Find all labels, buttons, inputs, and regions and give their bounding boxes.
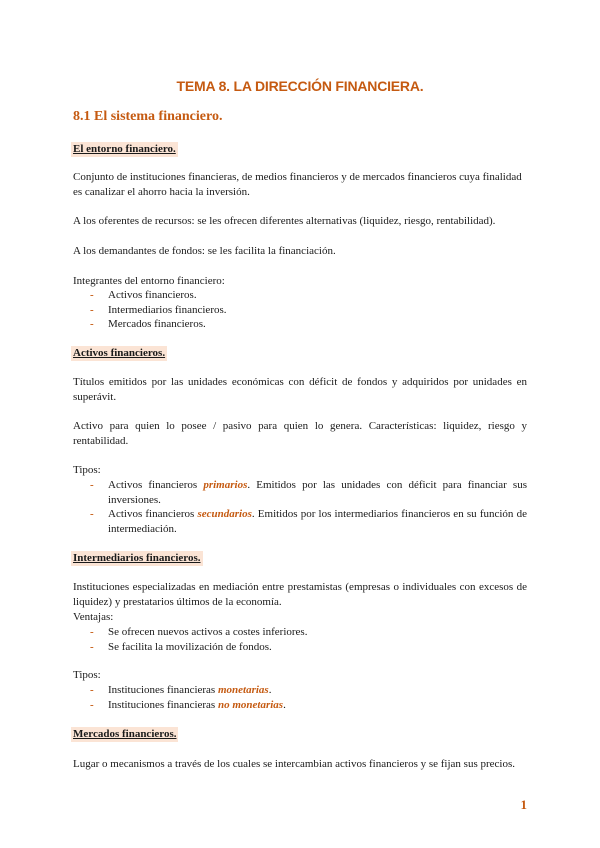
intermediarios-heading: Intermediarios financieros. — [73, 552, 201, 564]
page-title: TEMA 8. LA DIRECCIÓN FINANCIERA. — [176, 78, 424, 94]
section-heading: 8.1 El sistema financiero. — [73, 109, 223, 124]
demandantes-text: A los demandantes de fondos: se les facilita la financiación. — [73, 245, 336, 257]
ventajas-label: Ventajas: — [73, 611, 114, 623]
keyword-monetarias: monetarias — [217, 684, 269, 696]
entorno-heading: El entorno financiero. — [73, 143, 176, 155]
activos-p2: Activo para quien lo posee / pasivo para quien lo genera. Características: liquidez, riesgo y rentabilidad. — [73, 420, 527, 447]
keyword-secundarios: secundarios — [197, 508, 252, 520]
mercados-heading-wrap — [73, 727, 527, 742]
list-item: - Se facilita la movilización de fondos. — [73, 640, 527, 655]
intermediarios-heading-wrap — [73, 551, 527, 566]
intermediarios-p1: Instituciones especializadas en mediación entre prestamistas (empresas o individuales con excesos de liquidez) y prestatarios últimos de la economía. — [73, 581, 527, 608]
list-item: - Instituciones financieras no monetarias. — [73, 698, 527, 713]
page-number: 1 — [520, 797, 527, 812]
list-item: - Activos financieros secundarios. Emitidos por los intermediarios financieros en su función de intermediación. — [73, 507, 527, 536]
list-item: - Instituciones financieras monetarias. — [73, 683, 527, 698]
entorno-heading-wrap — [73, 142, 527, 157]
list-item: - Activos financieros. — [73, 288, 527, 303]
integrantes-label: Integrantes del entorno financiero: — [73, 275, 225, 287]
activos-p1: Títulos emitidos por las unidades económicas con déficit de fondos y adquiridos por unidades en superávit. — [73, 376, 527, 403]
intermediarios-tipos-label: Tipos: — [73, 669, 101, 681]
entorno-definition: Conjunto de instituciones financieras, de medios financieros y de mercados financieros cuya finalidad es canalizar el ahorro hacia la inversión. — [73, 171, 522, 198]
list-item: - Intermediarios financieros. — [73, 303, 527, 318]
keyword-no-monetarias: no monetarias — [217, 698, 284, 711]
list-item: - Mercados financieros. — [73, 317, 527, 332]
activos-heading: Activos financieros. — [73, 347, 166, 359]
intermediarios-tipos-list — [73, 683, 527, 712]
list-item: - Activos financieros primarios. Emitidos por las unidades con déficit para financiar sus inversiones. — [73, 478, 527, 507]
oferentes-text: A los oferentes de recursos: se les ofrecen diferentes alternativas (liquidez, riesgo, rentabilidad). — [73, 215, 496, 227]
activos-tipos-label: Tipos: — [73, 464, 101, 476]
ventajas-list — [73, 625, 527, 654]
mercados-p1: Lugar o mecanismos a través de los cuales se intercambian activos financieros y se fijan sus precios. — [73, 758, 515, 770]
list-item: - Se ofrecen nuevos activos a costes inferiores. — [73, 625, 527, 640]
keyword-primarios: primarios — [203, 479, 248, 491]
integrantes-list — [73, 288, 527, 332]
activos-heading-wrap — [73, 346, 527, 361]
activos-tipos-list — [73, 478, 527, 536]
mercados-heading: Mercados financieros. — [73, 728, 177, 740]
